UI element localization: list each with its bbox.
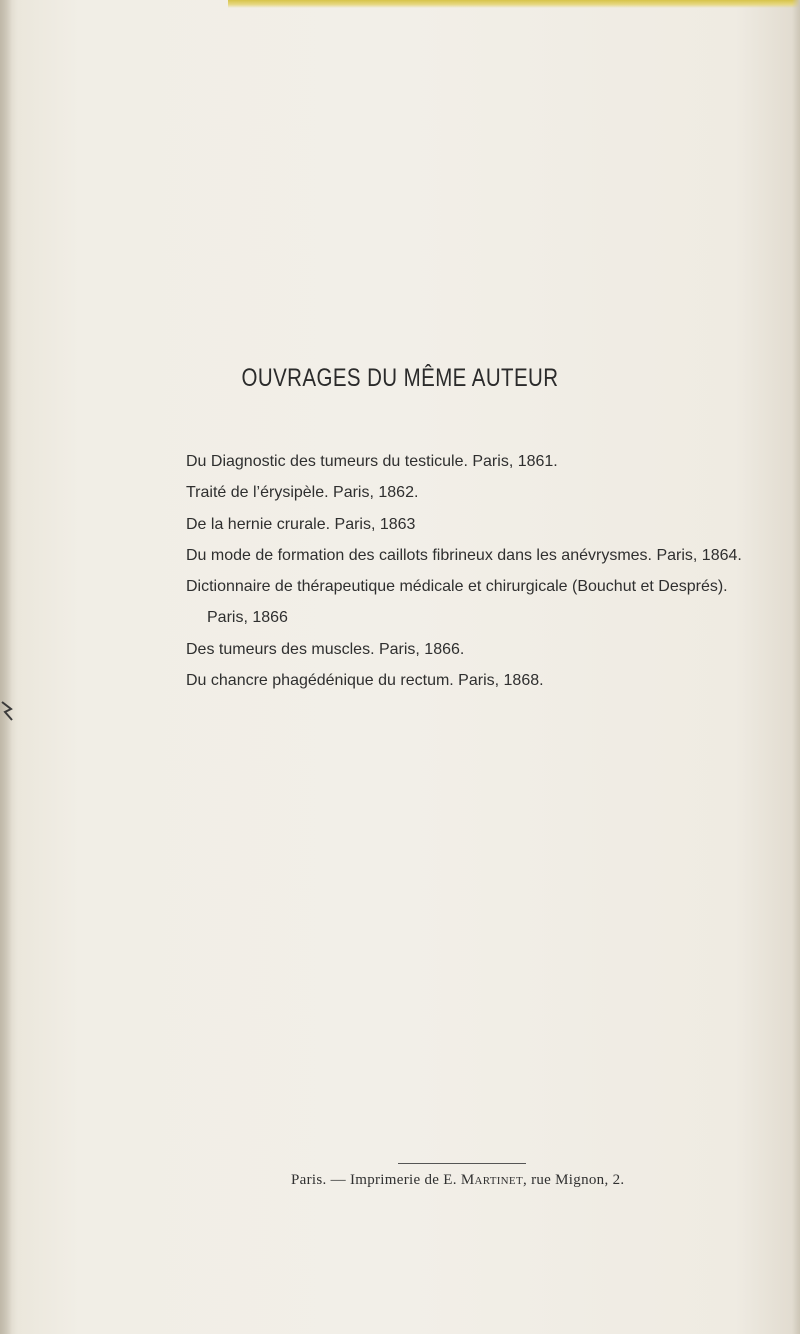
list-item: Du Diagnostic des tumeurs du testicule. Paris, 1861.	[186, 453, 558, 470]
page-edge-shadow	[792, 0, 800, 1334]
binding-shadow	[0, 0, 12, 1334]
works-list	[186, 446, 786, 696]
list-item: Du mode de formation des caillots fibrineux dans les anévrysmes. Paris, 1864.	[186, 546, 742, 564]
imprint-rule	[398, 1163, 526, 1164]
imprint-suffix: , rue Mignon, 2.	[522, 1172, 625, 1188]
list-item: Du chancre phagédénique du rectum. Paris, 1868.	[186, 672, 544, 690]
page-top-edge	[228, 0, 800, 8]
list-item: Traité de l’érysipèle. Paris, 1862.	[186, 484, 419, 502]
list-item: Des tumeurs des muscles. Paris, 1866.	[186, 640, 465, 658]
imprint-prefix: Paris. — Imprimerie de E.	[291, 1172, 461, 1188]
list-item: De la hernie crurale. Paris, 1863	[186, 515, 416, 533]
list-item: Paris, 1866	[207, 609, 288, 627]
list-item: Dictionnaire de thérapeutique médicale et chirurgicale (Bouchut et Després).	[186, 578, 728, 596]
printer-imprint	[291, 1172, 624, 1189]
imprint-printer: Martinet	[460, 1172, 523, 1188]
page-title: OUVRAGES DU MÊME AUTEUR	[241, 364, 559, 392]
margin-mark	[0, 700, 14, 722]
